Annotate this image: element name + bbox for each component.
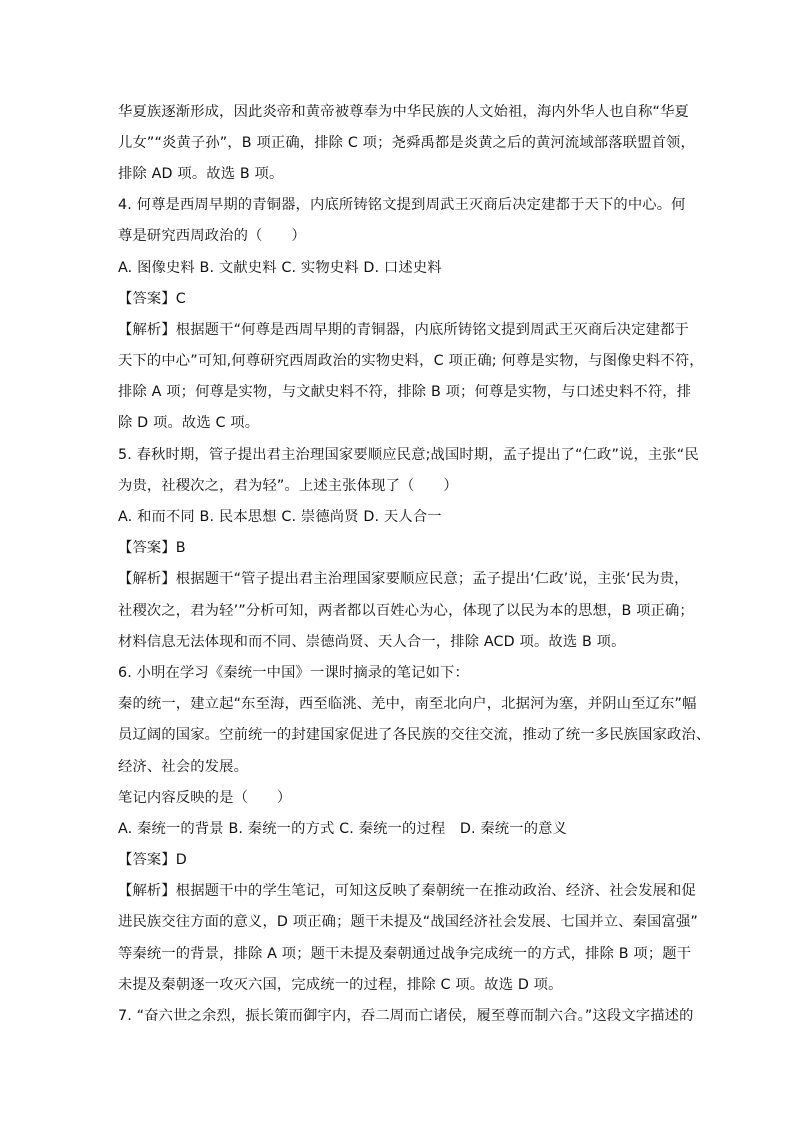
question-5: 5. 春秋时期，管子提出君主治理国家要顺应民意;战国时期，孟子提出了“仁政”说，主张“民: [118, 447, 699, 463]
text-line: 社稷次之，君为轻’”分析可知，两者都以百姓心为心，体现了以民为本的思想，B 项正确；: [118, 603, 694, 619]
options-5: A. 和而不同 B. 民本思想 C. 崇德尚贤 D. 天人合一: [118, 509, 442, 525]
text-line: 除 D 项。故选 C 项。: [118, 415, 260, 431]
question-7: 7. “奋六世之余烈，振长策而御宇内，吞二周而亡诸侯，履至尊而制六合。”这段文字描述的: [118, 1008, 694, 1024]
answer-5: 【答案】B: [118, 540, 186, 556]
text-line: 儿女”“炎黄子孙”，B 项正确，排除 C 项；尧舜禹都是炎黄之后的黄河流域部落联盟首领，: [118, 135, 695, 151]
question-4: 4. 何尊是西周早期的青铜器，内底所铸铭文提到周武王灭商后决定建都于天下的中心。何: [118, 197, 686, 213]
analysis-5: 【解析】根据题干“管子提出君主治理国家要顺应民意；孟子提出‘仁政’说，主张‘民为贵，: [118, 571, 689, 587]
options-6: A. 秦统一的背景 B. 秦统一的方式 C. 秦统一的过程 D. 秦统一的意义: [118, 821, 568, 837]
answer-6: 【答案】D: [118, 852, 187, 868]
text-line: 未提及秦朝逐一攻灭六国，完成统一的过程，排除 C 项。故选 D 项。: [118, 977, 563, 993]
text-line: 员辽阔的国家。空前统一的封建国家促进了各民族的交往交流，推动了统一多民族国家政治、: [118, 727, 711, 743]
text-line: 尊是研究西周政治的（ ）: [118, 228, 306, 244]
text-line: 秦的统一，建立起“东至海，西至临洮、羌中，南至北向户，北据河为塞，并阴山至辽东”幅: [118, 696, 697, 712]
text-line: 排除 AD 项。故选 B 项。: [118, 166, 284, 182]
text-line: 华夏族逐渐形成，因此炎帝和黄帝被尊奉为中华民族的人文始祖，海内外华人也自称“华夏: [118, 104, 689, 120]
options-4: A. 图像史料 B. 文献史料 C. 实物史料 D. 口述史料: [118, 260, 442, 276]
text-line: 等秦统一的背景，排除 A 项；题干未提及秦朝通过战争完成统一的方式，排除 B 项；题干: [118, 946, 692, 962]
text-line: 经济、社会的发展。: [118, 759, 249, 775]
text-line: 笔记内容反映的是（ ）: [118, 790, 292, 806]
answer-4: 【答案】C: [118, 291, 186, 307]
text-line: 为贵，社稷次之，君为轻”。上述主张体现了（ ）: [118, 478, 458, 494]
analysis-4: 【解析】根据题干“何尊是西周早期的青铜器，内底所铸铭文提到周武王灭商后决定建都于: [118, 322, 689, 338]
question-6: 6. 小明在学习《秦统一中国》一课时摘录的笔记如下：: [118, 665, 469, 681]
analysis-6: 【解析】根据题干中的学生笔记，可知这反映了秦朝统一在推动政治、经济、社会发展和促: [118, 883, 696, 899]
text-line: 排除 A 项；何尊是实物，与文献史料不符，排除 B 项；何尊是实物，与口述史料不符，排: [118, 384, 692, 400]
text-line: 进民族交往方面的意义，D 项正确；题干未提及“战国经济社会发展、七国并立、秦国富强”: [118, 914, 698, 930]
text-line: 材料信息无法体现和而不同、崇德尚贤、天人合一，排除 ACD 项。故选 B 项。: [118, 634, 626, 650]
text-line: 天下的中心”可知,何尊研究西周政治的实物史料，C 项正确; 何尊是实物，与图像史料不符，: [118, 353, 704, 369]
